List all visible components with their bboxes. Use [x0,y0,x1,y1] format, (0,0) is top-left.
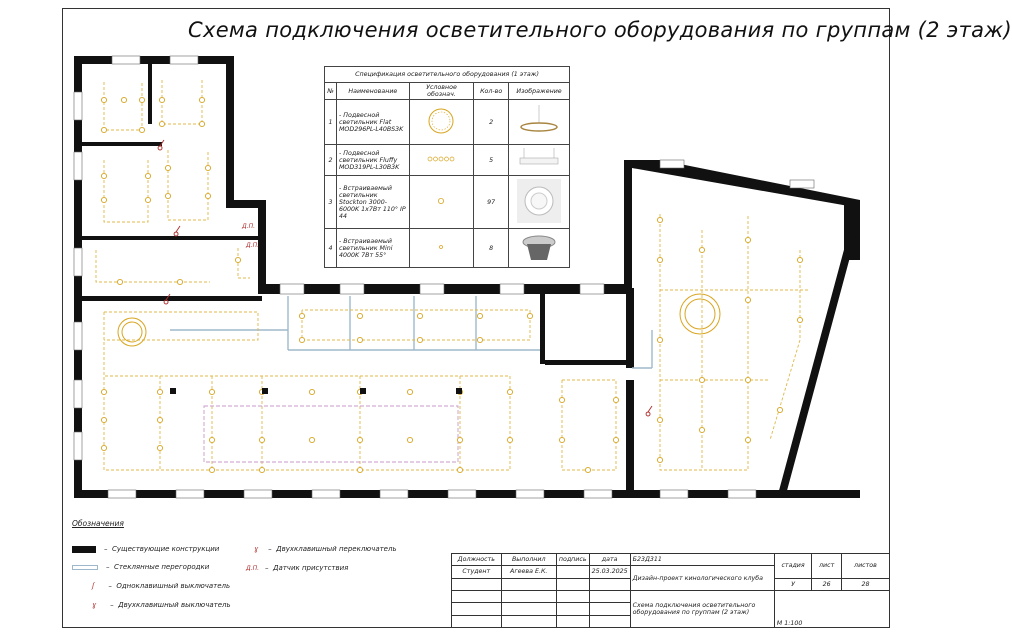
spec-row [325,145,570,176]
presence-sensor-symbol: Д.П. [246,564,260,572]
mini-lamp-image [509,229,570,268]
spec-num: 3 [325,176,337,229]
spec-qty: 5 [474,145,509,176]
spec-header-qty: Кол-во [474,83,509,100]
legend-item-sensor: Д.П. – Датчик присутствия [246,564,349,572]
mini-lamp-symbol [409,229,474,268]
legend-label: Стеклянные перегородки [113,563,210,571]
stamp-header-sign: подпись [556,554,589,566]
stamp-author: Агеева Е.К. [501,566,556,578]
legend-title: Обозначения [72,519,124,528]
stamp-header-date: дата [589,554,630,566]
spec-name: - Подвесной светильник Flat MOD296PL-L40BS3K [336,100,409,145]
legend-label: Двухклавишный выключатель [118,601,231,609]
spec-row [325,100,570,145]
stamp-header-stage: стадия [774,554,812,579]
stamp-scale: М 1:100 [774,590,889,627]
spec-num: 2 [325,145,337,176]
stamp-project: Дизайн-проект кинологического клуба [630,566,774,591]
spec-name: - Подвесной светильник Fluffy MOD319PL-L30B3K [336,145,409,176]
legend-label: Существующие конструкции [111,545,220,553]
stamp-signature [556,566,589,578]
double-switch-icon: ɣ [92,601,97,609]
stamp-header-sheets: листов [841,554,889,579]
legend-item-single-switch: ʃ – Одноклавишный выключатель [92,582,231,590]
stamp-header-author: Выполнил [501,554,556,566]
glass-partitions [170,296,652,368]
single-switch-icon: ʃ [92,582,95,590]
double-toggle-icon: ɣ [254,545,259,553]
legend-label: Двухклавишный переключатель [276,545,397,553]
stamp-sheet: 26 [812,578,842,590]
spec-header-name: Наименование [336,83,409,100]
legend-label: Одноклавишный выключатель [116,582,231,590]
spec-header-image: Изображение [509,83,570,100]
stockton-lamp-image [509,176,570,229]
stamp-role: Студент [452,566,502,578]
presence-sensor-label-1: Д.П. [242,223,256,230]
fluffy-lamp-image [509,145,570,176]
stamp-sheet-title: Схема подключения осветительного оборудования по группам (2 этаж) [630,590,774,627]
spec-row [325,176,570,229]
spec-qty: 2 [474,100,509,145]
linear-lamp-symbol [409,145,474,176]
stamp-header-sheet: лист [812,554,842,579]
legend-item-walls: – Существующие конструкции [72,545,219,553]
stamp-code: Б23Д311 [630,554,774,566]
presence-sensor-label-2: Д.П. [246,242,260,249]
spec-header-symbol: Условное обознач. [409,83,474,100]
stamp-date: 25.03.2025 [589,566,630,578]
spec-qty: 97 [474,176,509,229]
wiring-pink [204,406,458,462]
spec-num: 1 [325,100,337,145]
legend-item-double-switch: ɣ – Двухклавишный выключатель [92,601,231,609]
legend-label: Датчик присутствия [272,564,349,572]
spec-row [325,229,570,268]
title-block [451,553,890,628]
stamp-sheets: 28 [841,578,889,590]
legend-item-glass: – Стеклянные перегородки [72,563,209,571]
spec-num: 4 [325,229,337,268]
sheet-title: Схема подключения осветительного оборудования по группам (2 этаж) [188,18,1012,42]
glass-swatch [72,565,98,570]
spec-header-num: № [325,83,337,100]
spec-name: - Встраиваемый светильник Stockton 3000-6000K 1х7Вт 110° IP 44 [336,176,409,229]
downlight-symbol [409,176,474,229]
spec-table [324,66,570,268]
stamp-stage: У [774,578,812,590]
stamp-header-role: Должность [452,554,502,566]
legend-item-double-toggle: ɣ – Двухклавишный переключатель [254,545,397,553]
spec-name: - Встраиваемый светильник Mini 4000K 7Вт 55° [336,229,409,268]
spec-qty: 8 [474,229,509,268]
ring-lamp-symbol [409,100,474,145]
spec-caption: Спецификация осветительного оборудования (1 этаж) [325,67,570,83]
flat-lamp-image [509,100,570,145]
wall-swatch [72,546,96,553]
